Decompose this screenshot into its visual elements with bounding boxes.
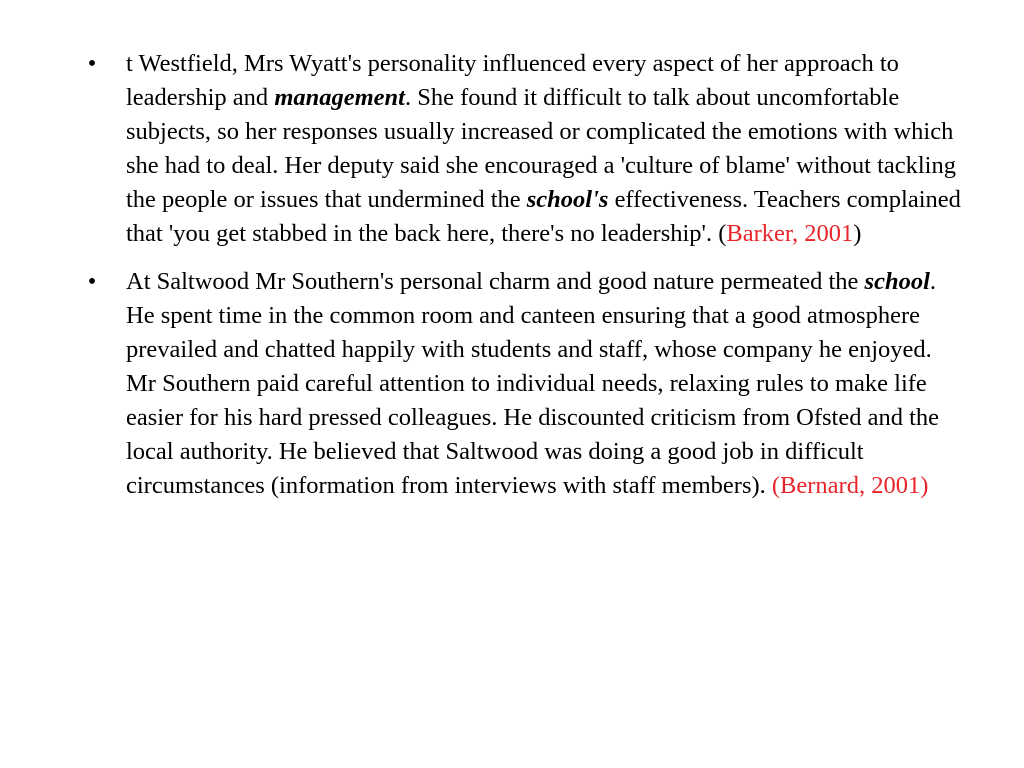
bullet-icon: • bbox=[87, 50, 97, 77]
bullet-text bbox=[126, 47, 962, 252]
text-run: effectiveness. Teachers complained that 'you get stabbed in the back here, there's no leadership'. ( bbox=[126, 186, 961, 248]
citation-bernard: (Bernard, 2001) bbox=[771, 472, 929, 500]
text-run: ) bbox=[853, 220, 862, 248]
emphasis-schools: school's bbox=[526, 186, 609, 214]
bullet-item-saltwood bbox=[82, 265, 962, 504]
text-run: . He spent time in the common room and canteen ensuring that a good atmosphere prevailed and chatted happily with students and staff, whose company he enjoyed. Mr Southern paid careful attention to individual needs, relaxing rules to make life easier for his hard pressed colleagues. He discounted criticism from Ofsted and the local authority. He believed that Saltwood was doing a good job in difficult circumstances (information from interviews with staff members). bbox=[126, 267, 939, 500]
emphasis-management: management bbox=[274, 84, 405, 112]
emphasis-school: school bbox=[864, 267, 930, 295]
text-run: At Saltwood Mr Southern's personal charm and good nature permeated the bbox=[126, 267, 865, 295]
bullet-text bbox=[126, 265, 962, 504]
bullet-item-westfield bbox=[82, 47, 962, 252]
citation-barker: Barker, 2001 bbox=[726, 220, 854, 248]
bullet-icon: • bbox=[87, 267, 97, 295]
bullet-list bbox=[82, 47, 962, 516]
text-run: . She found it difficult to talk about uncomfortable subjects, so her responses usually increased or complicated the emotions with which she had to deal. Her deputy said she encouraged a 'culture of blame' without tackling the people or issues that undermined the bbox=[126, 84, 956, 214]
text-run: t Westfield, Mrs Wyatt's personality influenced every aspect of her approach to leadership and bbox=[126, 50, 899, 112]
